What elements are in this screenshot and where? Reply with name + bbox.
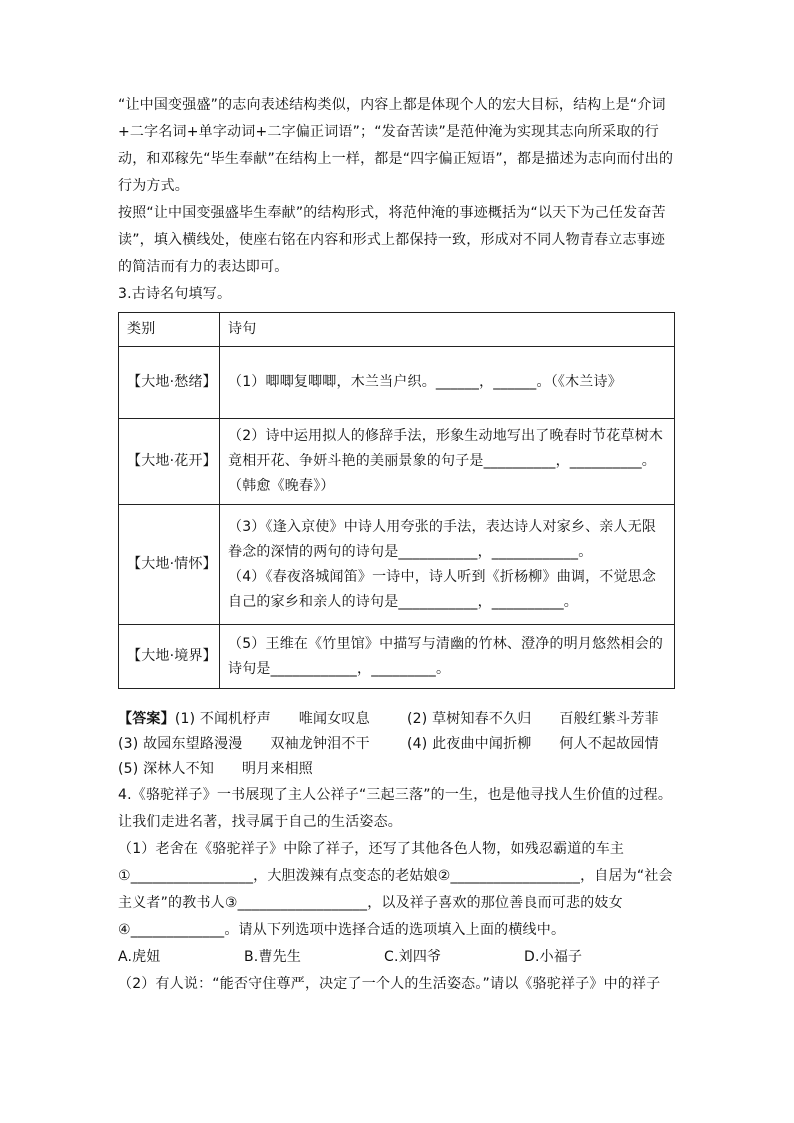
answer-block [118, 707, 676, 782]
options-row [118, 944, 676, 971]
answer-label: 【答案】 [118, 711, 175, 727]
analysis-paragraph-1: “让中国变强盛”的志向表述结构类似，内容上都是体现个人的宏大目标，结构上是“介词+二字名词+单字动词+二字偏正词语”；“发奋苦读”是范仲淹为实现其志向所采取的行动，和邓稼先“毕生奉献”在结构上一样，都是“四字偏正短语”，都是描述为志向而付出的行为方式。 [118, 97, 674, 194]
answer-line-3: (5) 深林人不知 明月来相照 [118, 761, 313, 777]
row-verse [220, 505, 675, 625]
header-category: 类别 [119, 313, 220, 347]
poem-table [118, 312, 675, 689]
row-category: 【大地·情怀】 [119, 505, 220, 625]
option-a: A.虎妞 [118, 949, 161, 965]
verse-item-3: （3）《逢入京使》中诗人用夸张的手法，表达诗人对家乡、亲人无限眷念的深情的两句的诗句是___________，____________。 [228, 518, 657, 560]
header-verse: 诗句 [220, 313, 675, 347]
row-verse: （2）诗中运用拟人的修辞手法，形象生动地写出了晚春时节花草树木竟相开花、争妍斗艳的美丽景象的句子是__________，__________。（韩愈《晚春》） [220, 419, 675, 505]
row-category: 【大地·愁绪】 [119, 347, 220, 419]
question-4-sub-1: （1）老舍在《骆驼祥子》中除了祥子，还写了其他各色人物，如残忍霸道的车主①_________________，大胆泼辣有点变态的老姑娘②__________________，自居为“社会主义者”的教书人③__________________，以及祥子喜欢的那位善良而可悲的妓女④_____________。请从下列选项中选择合适的选项填入上面的横线中。 [118, 841, 673, 938]
row-verse: （5）王维在《竹里馆》中描写与清幽的竹林、澄净的明月悠然相会的诗句是____________，_________。 [220, 625, 675, 689]
question-4-intro: 4.《骆驼祥子》一书展现了主人公祥子“三起三落”的一生，也是他寻找人生价值的过程。让我们走进名著，找寻属于自己的生活姿态。 [118, 787, 673, 830]
content [118, 92, 676, 998]
table-row [119, 625, 675, 689]
row-category: 【大地·花开】 [119, 419, 220, 505]
answer-line-1 [118, 707, 676, 732]
table-row [119, 505, 675, 625]
analysis-paragraph-2: 按照“让中国变强盛毕生奉献”的结构形式，将范仲淹的事迹概括为“以天下为己任发奋苦读”，填入横线处，使座右铭在内容和形式上都保持一致，形成对不同人物青春立志事迹的简洁而有力的表达即可。 [118, 205, 666, 275]
option-b: B.曹先生 [244, 949, 302, 965]
option-d: D.小福子 [524, 949, 583, 965]
verse-item-4: （4）《春夜洛城闻笛》一诗中，诗人听到《折杨柳》曲调，不觉思念自己的家乡和亲人的诗句是___________，__________。 [228, 568, 657, 610]
answer-line-2: (3) 故园东望路漫漫 双袖龙钟泪不干 (4) 此夜曲中闻折柳 何人不起故园情 [118, 736, 659, 752]
question-3-title: 3.古诗名句填写。 [118, 286, 232, 302]
row-verse: （1）唧唧复唧唧，木兰当户织。______，______。（《木兰诗》 [220, 347, 675, 419]
table-row [119, 419, 675, 505]
row-category: 【大地·境界】 [119, 625, 220, 689]
table-row [119, 347, 675, 419]
question-4-sub-2: （2）有人说：“能否守住尊严，决定了一个人的生活姿态。”请以《骆驼祥子》中的祥子 [118, 976, 661, 992]
option-c: C.刘四爷 [384, 949, 442, 965]
answer-line-1-text: (1) 不闻机杼声 唯闻女叹息 (2) 草树知春不久归 百般红紫斗芳菲 [174, 711, 659, 727]
table-header-row [119, 313, 675, 347]
